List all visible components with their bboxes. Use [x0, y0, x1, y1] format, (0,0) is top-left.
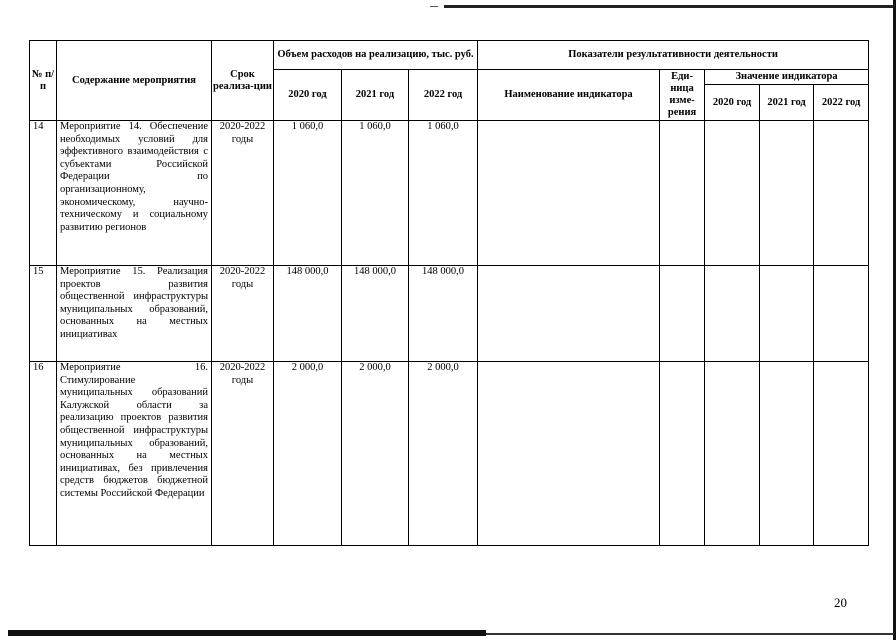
row-expense-2022: 1 060,0: [409, 121, 478, 266]
header-ind-2020: 2020 год: [705, 85, 760, 121]
header-year-2021: 2021 год: [342, 70, 409, 121]
header-content: Содержание мероприятия: [57, 41, 212, 121]
row-indicator-name: [478, 266, 660, 362]
activities-table: [29, 40, 869, 546]
header-indicators: Показатели результативности деятельности: [478, 41, 869, 70]
row-ind-2022: [814, 121, 869, 266]
header-unit: Еди-ница изме-рения: [660, 70, 705, 121]
header-num: № п/п: [30, 41, 57, 121]
page-number: 20: [834, 595, 847, 610]
row-expense-2020: 2 000,0: [274, 362, 342, 546]
header-ind-2021: 2021 год: [760, 85, 814, 121]
row-expense-2021: 148 000,0: [342, 266, 409, 362]
row-period-years: 2020-2022: [219, 121, 266, 132]
table-row: [30, 362, 869, 546]
row-period-unit: годы: [231, 133, 254, 145]
row-content: Мероприятие 14. Обеспечение необходимых условий для эффективного взаимодействия с субъектами Российской Федерации по организационному, экономическому, научно-техническому и социальному развитию регионов: [57, 121, 212, 266]
row-period-unit: годы: [231, 374, 254, 386]
row-period: [212, 121, 274, 266]
table-row: [30, 121, 869, 266]
row-unit: [660, 362, 705, 546]
row-unit: [660, 266, 705, 362]
header-year-2022: 2022 год: [409, 70, 478, 121]
row-expense-2020: 148 000,0: [274, 266, 342, 362]
row-expense-2020: 1 060,0: [274, 121, 342, 266]
row-num: 15: [30, 266, 57, 362]
row-expense-2021: 2 000,0: [342, 362, 409, 546]
row-ind-2021: [760, 362, 814, 546]
row-content: Мероприятие 16. Стимулирование муниципальных образований Калужской области за реализацию проектов развития общественной инфраструктуры муниципальных образований, основанных на местных инициативах, без привлечения средств бюджетов бюджетной системы Российской Федерации: [57, 362, 212, 546]
row-ind-2022: [814, 362, 869, 546]
row-expense-2022: 148 000,0: [409, 266, 478, 362]
row-ind-2020: [705, 121, 760, 266]
row-expense-2022: 2 000,0: [409, 362, 478, 546]
header-indicator-value: Значение индикатора: [705, 70, 869, 85]
header-indicator-name: Наименование индикатора: [478, 70, 660, 121]
row-indicator-name: [478, 362, 660, 546]
row-ind-2020: [705, 266, 760, 362]
table-row: [30, 266, 869, 362]
row-ind-2021: [760, 121, 814, 266]
header-expenses: Объем расходов на реализацию, тыс. руб.: [274, 41, 478, 70]
row-ind-2022: [814, 266, 869, 362]
row-num: 16: [30, 362, 57, 546]
row-indicator-name: [478, 121, 660, 266]
row-ind-2021: [760, 266, 814, 362]
row-unit: [660, 121, 705, 266]
row-period-years: 2020-2022: [219, 266, 266, 277]
header-year-2020: 2020 год: [274, 70, 342, 121]
header-period: Срок реализа-ции: [212, 41, 274, 121]
row-expense-2021: 1 060,0: [342, 121, 409, 266]
row-period-unit: годы: [231, 278, 254, 290]
row-ind-2020: [705, 362, 760, 546]
scan-border-bottom-thin: [486, 633, 894, 635]
scan-artifact-dash: [430, 6, 438, 7]
row-content: Мероприятие 15. Реализация проектов развития общественной инфраструктуры муниципальных образований, основанных на местных инициативах: [57, 266, 212, 362]
header-ind-2022: 2022 год: [814, 85, 869, 121]
row-period: [212, 266, 274, 362]
row-period: [212, 362, 274, 546]
row-num: 14: [30, 121, 57, 266]
header-row-1: [30, 41, 869, 70]
row-period-years: 2020-2022: [219, 362, 266, 373]
scan-border-top: [444, 5, 894, 8]
scan-border-bottom: [8, 630, 486, 636]
